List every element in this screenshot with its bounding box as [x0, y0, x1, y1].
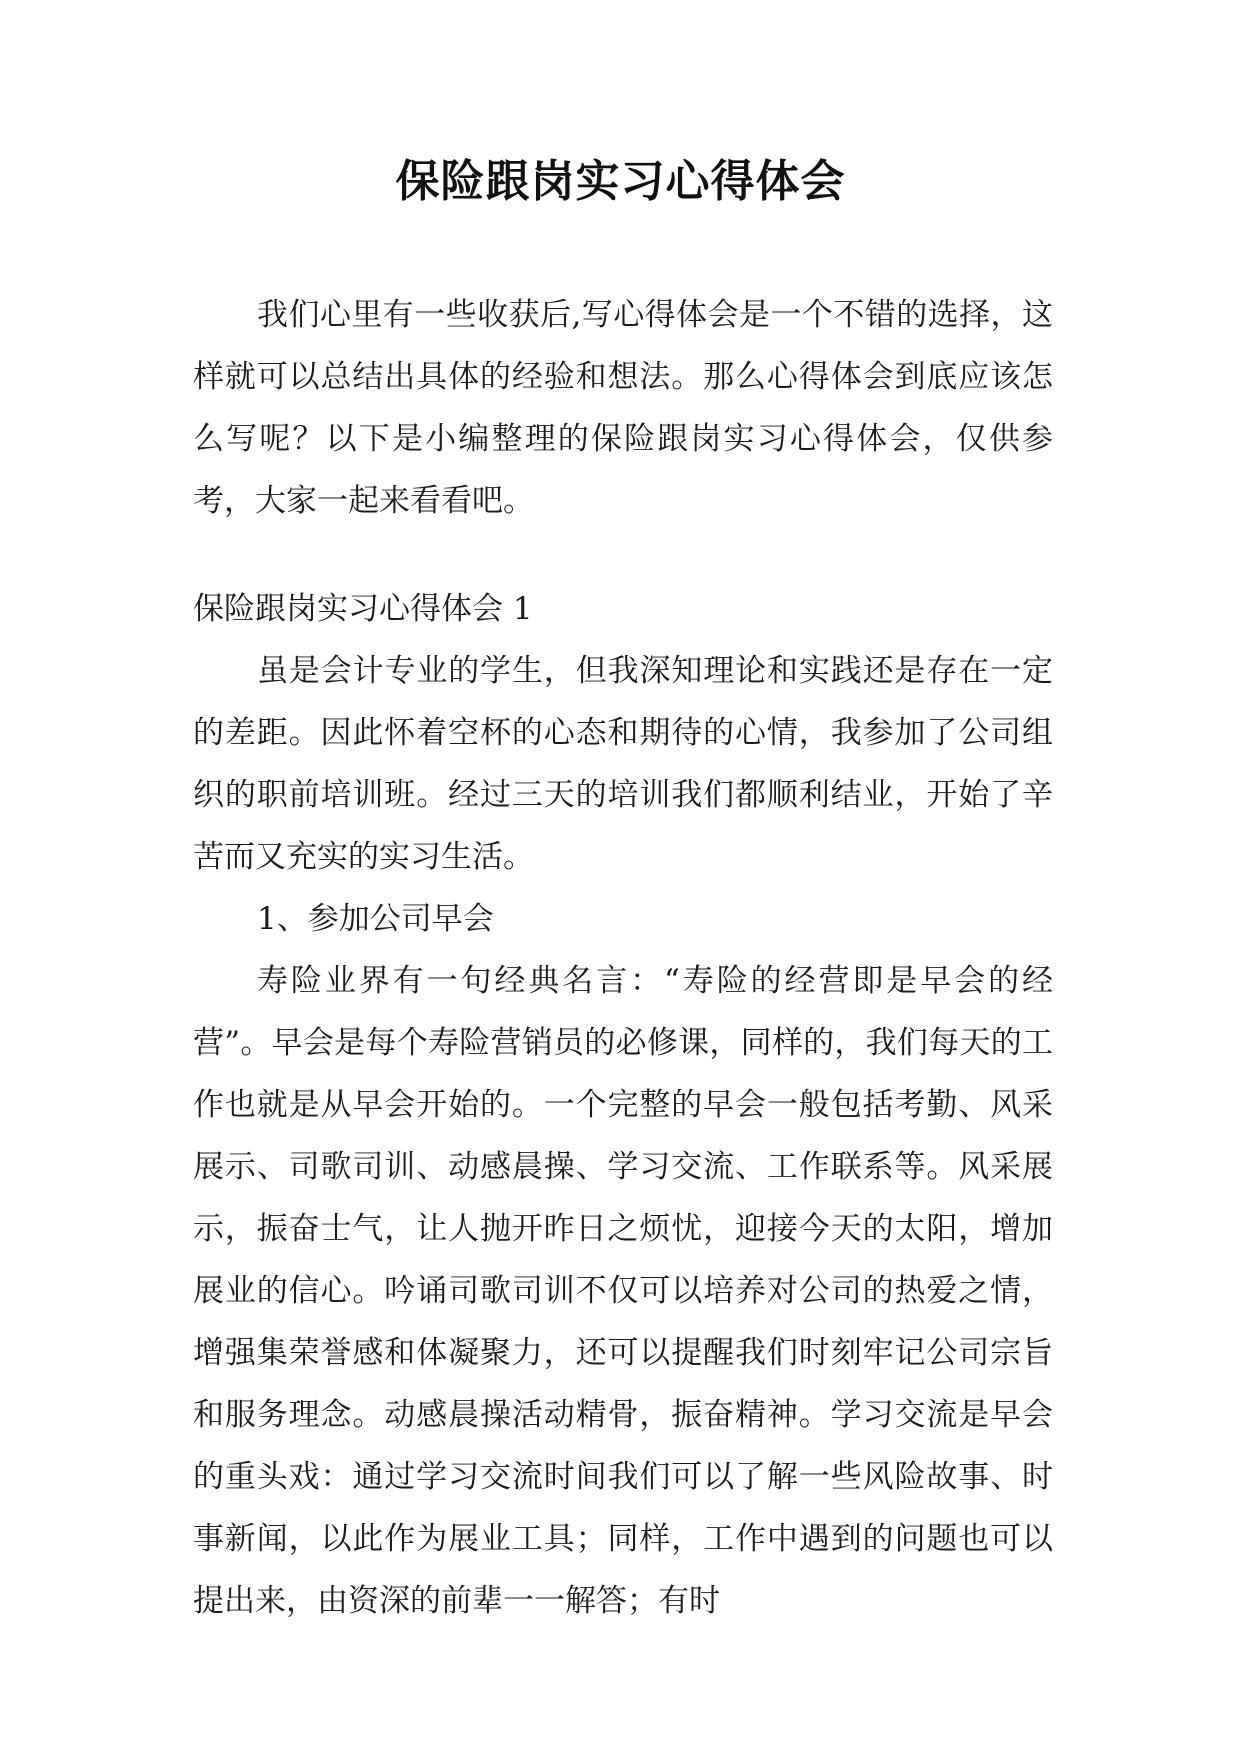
- intro-block: [193, 284, 1053, 532]
- section-heading: 保险跟岗实习心得体会 1: [193, 591, 533, 627]
- document-title: 保险跟岗实习心得体会: [395, 156, 846, 207]
- paragraph-1: 虽是会计专业的学生，但我深知理论和实践还是存在一定的差距。因此怀着空杯的心态和期待的心情，我参加了公司组织的职前培训班。经过三天的培训我们都顺利结业，开始了辛苦而又充实的实习生活。: [193, 653, 1053, 875]
- subheading-morning-meeting: 1、参加公司早会: [257, 901, 494, 937]
- section-1: [193, 578, 1053, 1632]
- intro-paragraph: 我们心里有一些收获后,写心得体会是一个不错的选择，这样就可以总结出具体的经验和想法。那么心得体会到底应该怎么写呢？以下是小编整理的保险跟岗实习心得体会，仅供参考，大家一起来看看吧。: [193, 297, 1053, 519]
- paragraph-2: 寿险业界有一句经典名言：“寿险的经营即是早会的经营”。早会是每个寿险营销员的必修课，同样的，我们每天的工作也就是从早会开始的。一个完整的早会一般包括考勤、风采展示、司歌司训、动感晨操、学习交流、工作联系等。风采展示，振奋士气，让人抛开昨日之烦忧，迎接今天的太阳，增加展业的信心。吟诵司歌司训不仅可以培养对公司的热爱之情，增强集荣誉感和体凝聚力，还可以提醒我们时刻牢记公司宗旨和服务理念。动感晨操活动精骨，振奋精神。学习交流是早会的重头戏：通过学习交流时间我们可以了解一些风险故事、时事新闻，以此作为展业工具；同样，工作中遇到的问题也可以提出来，由资深的前辈一一解答；有时: [193, 963, 1053, 1619]
